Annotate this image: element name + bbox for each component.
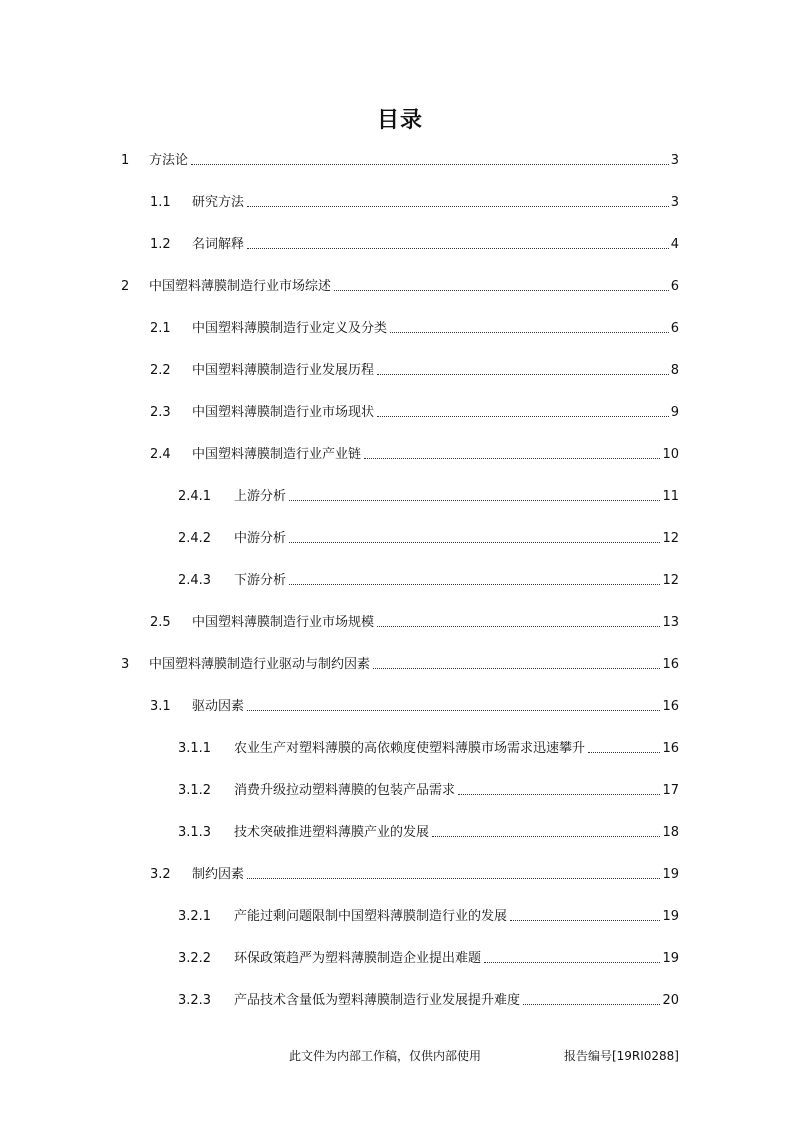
toc-leader-dots [523, 1004, 660, 1005]
toc-leader-dots [432, 836, 660, 837]
toc-number: 3 [121, 657, 130, 672]
page-title: 目录 [376, 108, 423, 133]
toc-entry-2-4-1[interactable] [178, 486, 679, 506]
toc-title: 技术突破推进塑料薄膜产业的发展 [234, 825, 430, 840]
toc-entry-2[interactable] [121, 276, 679, 296]
toc-entry-2-5[interactable] [150, 612, 679, 632]
toc-entry-3-2-1[interactable] [178, 906, 679, 926]
toc-title: 中国塑料薄膜制造行业驱动与制约因素 [149, 657, 371, 672]
toc-title: 中国塑料薄膜制造行业产业链 [192, 447, 362, 462]
toc-number: 3.2.1 [178, 909, 212, 924]
toc-number: 2.3 [150, 405, 171, 420]
toc-title: 方法论 [149, 153, 189, 168]
toc-title: 产品技术含量低为塑料薄膜制造行业发展提升难度 [234, 993, 521, 1008]
toc-entry-3-1-1[interactable] [178, 738, 679, 758]
toc-entry-2-3[interactable] [150, 402, 679, 422]
toc-title: 中国塑料薄膜制造行业定义及分类 [192, 321, 388, 336]
toc-number: 1.1 [150, 195, 171, 210]
toc-title: 研究方法 [192, 195, 245, 210]
toc-number: 1 [121, 153, 130, 168]
toc-leader-dots [364, 458, 660, 459]
toc-page-number: 19 [662, 909, 679, 924]
toc-title: 驱动因素 [192, 699, 245, 714]
toc-page-number: 3 [670, 153, 679, 168]
toc-entry-3-1-2[interactable] [178, 780, 679, 800]
toc-title: 消费升级拉动塑料薄膜的包装产品需求 [234, 783, 456, 798]
toc-leader-dots [247, 206, 669, 207]
toc-entry-3-2-2[interactable] [178, 948, 679, 968]
toc-number: 3.1.1 [178, 741, 212, 756]
toc-leader-dots [390, 332, 669, 333]
toc-page-number: 11 [662, 489, 679, 504]
toc-leader-dots [289, 500, 660, 501]
toc-leader-dots [377, 374, 669, 375]
toc-page-number: 8 [670, 363, 679, 378]
toc-page-number: 18 [662, 825, 679, 840]
toc-number: 2.4.3 [178, 573, 212, 588]
toc-leader-dots [247, 878, 660, 879]
toc-leader-dots [510, 920, 660, 921]
toc-title: 环保政策趋严为塑料薄膜制造企业提出难题 [234, 951, 482, 966]
toc-leader-dots [289, 584, 660, 585]
toc-leader-dots [334, 290, 669, 291]
toc-page-number: 4 [670, 237, 679, 252]
toc-number: 2.2 [150, 363, 171, 378]
footer-confidential-note: 此文件为内部工作稿，仅供内部使用 [289, 1049, 482, 1063]
toc-leader-dots [191, 164, 669, 165]
toc-title: 农业生产对塑料薄膜的高依赖度使塑料薄膜市场需求迅速攀升 [234, 741, 586, 756]
toc-leader-dots [377, 626, 660, 627]
toc-entry-3-2-3[interactable] [178, 990, 679, 1010]
toc-entry-1[interactable] [121, 150, 679, 170]
toc-page-number: 20 [662, 993, 679, 1008]
toc-entry-3-1[interactable] [150, 696, 679, 716]
toc-entry-2-2[interactable] [150, 360, 679, 380]
toc-entry-2-4-3[interactable] [178, 570, 679, 590]
toc-number: 1.2 [150, 237, 171, 252]
toc-number: 3.1.3 [178, 825, 212, 840]
toc-number: 2.4.1 [178, 489, 212, 504]
toc-entry-2-4-2[interactable] [178, 528, 679, 548]
toc-leader-dots [289, 542, 660, 543]
toc-page-number: 13 [662, 615, 679, 630]
toc-number: 2 [121, 279, 130, 294]
toc-page-number: 3 [670, 195, 679, 210]
toc-page-number: 16 [662, 699, 679, 714]
toc-page-number: 6 [670, 321, 679, 336]
toc-number: 3.1 [150, 699, 171, 714]
toc-title: 产能过剩问题限制中国塑料薄膜制造行业的发展 [234, 909, 508, 924]
toc-entry-1-2[interactable] [150, 234, 679, 254]
toc-title: 中国塑料薄膜制造行业发展历程 [192, 363, 375, 378]
toc-title: 中国塑料薄膜制造行业市场综述 [149, 279, 332, 294]
toc-page-number: 19 [662, 867, 679, 882]
toc-page-number: 19 [662, 951, 679, 966]
toc-page-number: 9 [670, 405, 679, 420]
toc-leader-dots [458, 794, 660, 795]
toc-leader-dots [588, 752, 660, 753]
toc-title: 中国塑料薄膜制造行业市场规模 [192, 615, 375, 630]
toc-entry-2-4[interactable] [150, 444, 679, 464]
toc-title: 下游分析 [234, 573, 287, 588]
toc-page-number: 16 [662, 657, 679, 672]
toc-number: 2.4.2 [178, 531, 212, 546]
toc-page-number: 12 [662, 573, 679, 588]
toc-number: 3.2.2 [178, 951, 212, 966]
toc-number: 3.1.2 [178, 783, 212, 798]
toc-entry-2-1[interactable] [150, 318, 679, 338]
toc-leader-dots [373, 668, 660, 669]
footer-report-number: 报告编号[19RI0288] [563, 1049, 679, 1063]
toc-page-number: 16 [662, 741, 679, 756]
toc-title: 中国塑料薄膜制造行业市场现状 [192, 405, 375, 420]
toc-title: 制约因素 [192, 867, 245, 882]
toc-number: 2.5 [150, 615, 171, 630]
toc-number: 2.4 [150, 447, 171, 462]
toc-title: 上游分析 [234, 489, 287, 504]
toc-title: 名词解释 [192, 237, 245, 252]
toc-leader-dots [377, 416, 669, 417]
toc-entry-3-1-3[interactable] [178, 822, 679, 842]
toc-page-number: 17 [662, 783, 679, 798]
toc-leader-dots [484, 962, 660, 963]
toc-title: 中游分析 [234, 531, 287, 546]
toc-number: 3.2.3 [178, 993, 212, 1008]
toc-page-number: 12 [662, 531, 679, 546]
toc-leader-dots [247, 248, 669, 249]
toc-entry-3[interactable] [121, 654, 679, 674]
toc-number: 3.2 [150, 867, 171, 882]
toc-page-number: 6 [670, 279, 679, 294]
toc-entry-3-2[interactable] [150, 864, 679, 884]
toc-leader-dots [247, 710, 660, 711]
toc-number: 2.1 [150, 321, 171, 336]
toc-page-number: 10 [662, 447, 679, 462]
toc-entry-1-1[interactable] [150, 192, 679, 212]
